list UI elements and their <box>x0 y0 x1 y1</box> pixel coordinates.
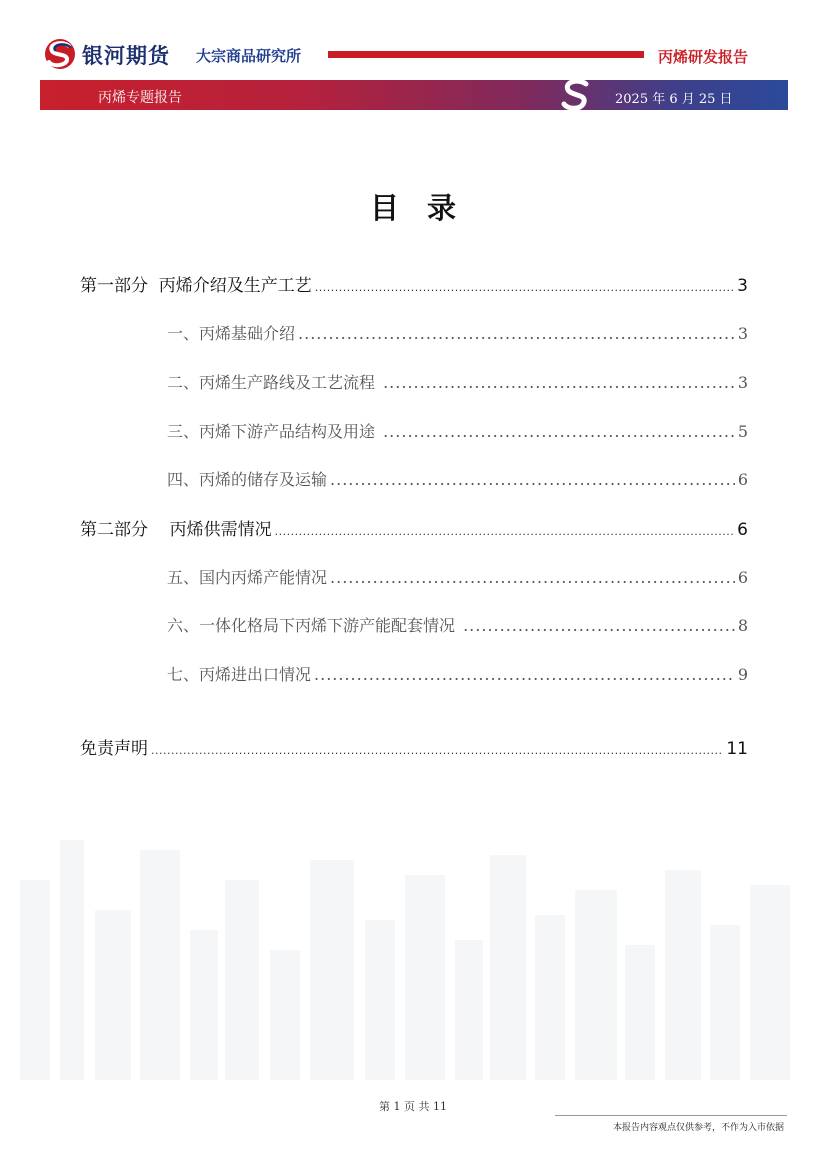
institute-name: 大宗商品研究所 <box>196 47 302 65</box>
toc-entry-page: 9 <box>737 665 748 684</box>
toc-leader-dots <box>275 525 735 538</box>
page-number: 第 1 页 共 11 <box>379 1100 447 1113</box>
toc-entry-page: 11 <box>726 739 748 759</box>
footer-divider <box>555 1115 787 1116</box>
toc-entry-page: 6 <box>737 470 748 489</box>
toc-leader-dots <box>463 616 735 635</box>
toc-leader-dots <box>330 470 735 489</box>
toc-entry-section7[interactable] <box>167 662 748 685</box>
toc-leader-dots <box>298 324 735 343</box>
toc-entry-label: 三、丙烯下游产品结构及用途 <box>167 422 381 441</box>
toc-entry-page: 3 <box>737 276 748 296</box>
toc-entry-disclaimer[interactable] <box>80 734 748 759</box>
galaxy-futures-logo-icon <box>40 36 80 72</box>
toc-entry-label: 第一部分 丙烯介绍及生产工艺 <box>80 276 312 296</box>
report-type: 丙烯研发报告 <box>658 48 749 66</box>
toc-leader-dots <box>330 568 735 587</box>
toc-entry-section4[interactable] <box>167 467 748 490</box>
toc-leader-dots <box>383 422 735 441</box>
toc-entry-section1[interactable] <box>167 321 748 344</box>
toc-entry-page: 3 <box>737 373 748 392</box>
toc-entry-label: 第二部分 丙烯供需情况 <box>80 520 272 540</box>
toc-leader-dots <box>314 665 735 684</box>
banner-s-mark-icon <box>556 76 596 114</box>
toc-entry-label: 二、丙烯生产路线及工艺流程 <box>167 373 381 392</box>
toc-leader-dots <box>151 744 723 757</box>
toc-entry-section6[interactable] <box>167 613 748 636</box>
toc-entry-page: 3 <box>737 324 748 343</box>
toc-title: 目录 <box>369 191 484 225</box>
toc-entry-section5[interactable] <box>167 565 748 588</box>
skyline-watermark <box>20 820 810 1080</box>
banner-title: 丙烯专题报告 <box>98 90 182 106</box>
toc-entry-part2[interactable] <box>80 515 748 540</box>
toc-entry-page: 6 <box>737 568 748 587</box>
header-red-bar <box>328 51 644 58</box>
toc-entry-label: 四、丙烯的储存及运输 <box>167 470 328 489</box>
toc-leader-dots <box>383 373 735 392</box>
footer-disclaimer: 本报告内容观点仅供参考，不作为入市依据 <box>612 1123 784 1133</box>
toc-entry-label: 六、一体化格局下丙烯下游产能配套情况 <box>167 616 461 635</box>
toc-entry-section2[interactable] <box>167 370 748 393</box>
toc-entry-label: 免责声明 <box>80 739 148 759</box>
toc-entry-label: 七、丙烯进出口情况 <box>167 665 312 684</box>
toc-entry-page: 6 <box>737 520 748 540</box>
toc-entry-page: 8 <box>737 616 748 635</box>
toc-entry-label: 一、丙烯基础介绍 <box>167 324 296 343</box>
toc-entry-part1[interactable] <box>80 271 748 296</box>
toc-entry-label: 五、国内丙烯产能情况 <box>167 568 328 587</box>
brand-name: 银河期货 <box>82 44 170 68</box>
toc-leader-dots <box>315 281 734 294</box>
toc-entry-section3[interactable] <box>167 419 748 442</box>
toc-entry-page: 5 <box>737 422 748 441</box>
report-date: 2025 年 6 月 25 日 <box>615 92 733 107</box>
